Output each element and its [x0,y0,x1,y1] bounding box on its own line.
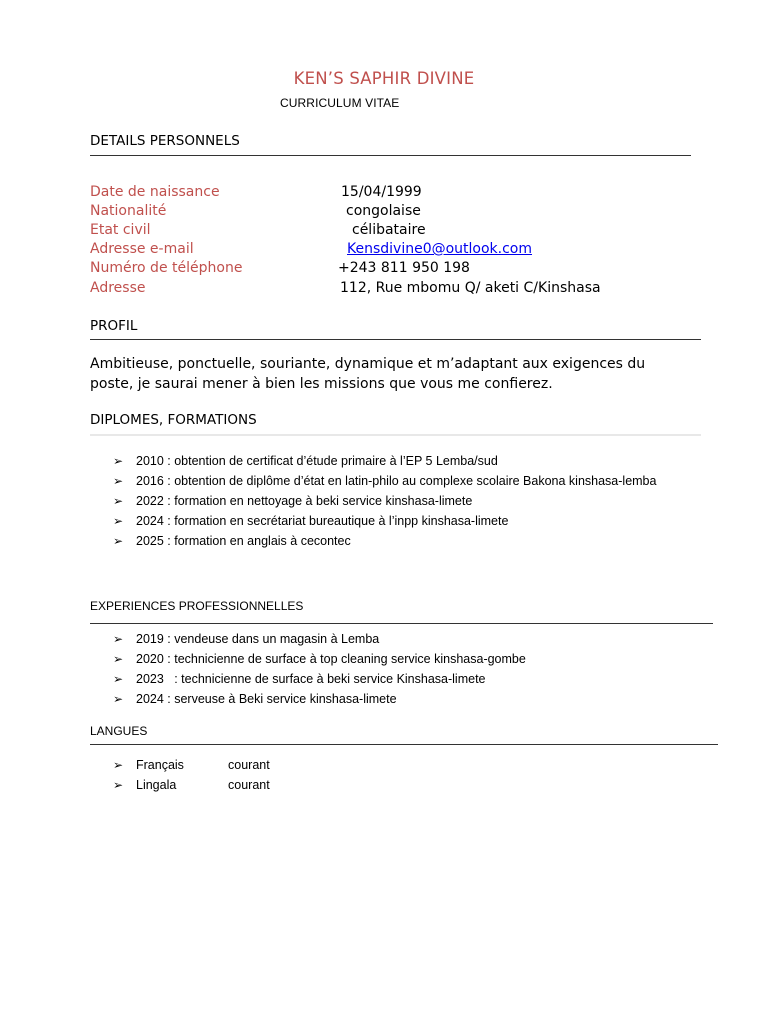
phone-label: Numéro de téléphone [90,260,243,276]
experience-item-text: 2020 : technicienne de surface à top cleaning service kinshasa-gombe [136,652,526,666]
nationality-value: congolaise [346,203,421,219]
nationality-label: Nationalité [90,203,167,219]
details-heading: DETAILS PERSONNELS [90,133,240,149]
cv-name: KEN’S SAPHIR DIVINE [293,69,475,88]
address-label: Adresse [90,280,146,296]
experience-heading: EXPERIENCES PROFESSIONNELLES [90,599,304,613]
education-item-text: 2025 : formation en anglais à cecontec [136,534,351,548]
address-value: 112, Rue mbomu Q/ aketi C/Kinshasa [340,280,601,296]
email-link[interactable]: Kensdivine0@outlook.com [347,241,533,257]
civil-status-value: célibataire [352,222,426,238]
profile-text: Ambitieuse, ponctuelle, souriante, dynamique et m’adaptant aux exigences du poste, je saurai mener à bien les missions que vous me confierez. [90,356,646,392]
experience-item-text: 2024 : serveuse à Beki service kinshasa-limete [136,692,397,706]
experience-divider [90,623,713,624]
arrow-bullet-icon: ➢ [113,778,124,792]
birthdate-value: 15/04/1999 [341,184,422,200]
education-item-text: 2016 : obtention de diplôme d’état en latin-philo au complexe scolaire Bakona kinshasa-lemba [136,474,657,488]
arrow-bullet-icon: ➢ [113,652,124,666]
arrow-bullet-icon: ➢ [113,534,124,548]
civil-status-label: Etat civil [90,222,151,238]
arrow-bullet-icon: ➢ [113,494,124,508]
profile-divider [90,339,701,340]
birthdate-label: Date de naissance [90,184,220,200]
phone-value: +243 811 950 198 [338,260,470,276]
arrow-bullet-icon: ➢ [113,758,124,772]
profile-heading: PROFIL [90,318,138,334]
education-item-text: 2022 : formation en nettoyage à beki service kinshasa-limete [136,494,473,508]
language-level: courant [228,778,270,792]
details-divider [90,155,691,156]
arrow-bullet-icon: ➢ [113,672,124,686]
experience-item-text: 2019 : vendeuse dans un magasin à Lemba [136,632,380,646]
education-item-text: 2010 : obtention de certificat d’étude primaire à l’EP 5 Lemba/sud [136,454,498,468]
arrow-bullet-icon: ➢ [113,692,124,706]
arrow-bullet-icon: ➢ [113,454,124,468]
education-item-text: 2024 : formation en secrétariat bureautique à l’inpp kinshasa-limete [136,514,509,528]
education-divider [90,434,701,436]
languages-heading: LANGUES [90,724,148,738]
arrow-bullet-icon: ➢ [113,514,124,528]
cv-subtitle: CURRICULUM VITAE [280,96,400,110]
arrow-bullet-icon: ➢ [113,632,124,646]
language-name: Français [136,758,184,772]
experience-item-text: 2023 : technicienne de surface à beki service Kinshasa-limete [136,672,486,686]
language-level: courant [228,758,270,772]
education-heading: DIPLOMES, FORMATIONS [90,412,257,428]
email-label: Adresse e-mail [90,241,194,257]
language-name: Lingala [136,778,177,792]
arrow-bullet-icon: ➢ [113,474,124,488]
languages-divider [90,744,718,745]
